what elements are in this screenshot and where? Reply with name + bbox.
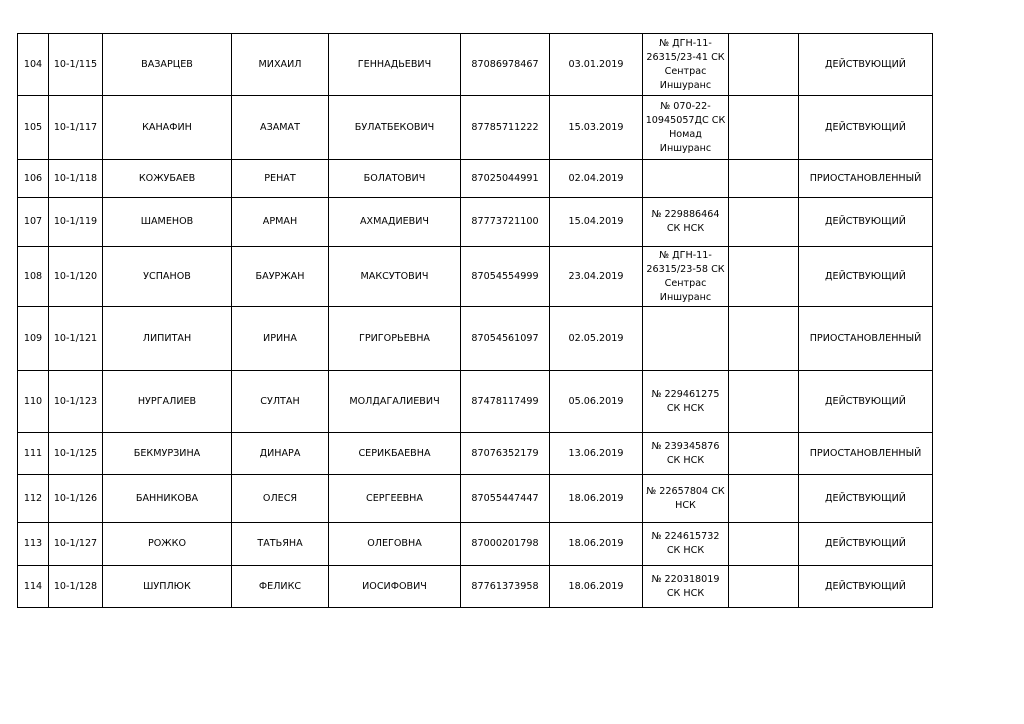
registration-date: 13.06.2019 <box>550 433 643 475</box>
row-number: 109 <box>18 307 49 371</box>
insurance-line: Номад <box>669 128 702 140</box>
insurance-contract <box>643 96 729 160</box>
first-name: МИХАИЛ <box>232 34 329 96</box>
status: ПРИОСТАНОВЛЕННЫЙ <box>799 160 933 198</box>
phone-number: 87055447447 <box>461 475 550 523</box>
row-number: 108 <box>18 247 49 307</box>
row-number: 106 <box>18 160 49 198</box>
table-row <box>18 307 933 371</box>
empty-cell <box>729 160 799 198</box>
insurance-line: СК НСК <box>666 587 705 599</box>
first-name: ТАТЬЯНА <box>232 523 329 566</box>
first-name: ОЛЕСЯ <box>232 475 329 523</box>
insurance-line: СК НСК <box>666 545 705 556</box>
registration-number: 10-1/115 <box>49 34 103 96</box>
insurance-line: № 224615732 <box>651 531 720 542</box>
insurance-contract <box>643 198 729 247</box>
middle-name: БОЛАТОВИЧ <box>329 160 461 198</box>
phone-number: 87076352179 <box>461 433 550 475</box>
table-row <box>18 96 933 160</box>
insurance-line: 26315/23-41 СК <box>646 51 725 63</box>
registry-table <box>17 33 933 608</box>
middle-name: МАКСУТОВИЧ <box>329 247 461 307</box>
insurance-line: № ДГН-11- <box>659 37 712 49</box>
status: ДЕЙСТВУЮЩИЙ <box>799 523 933 566</box>
row-number: 112 <box>18 475 49 523</box>
insurance-line: Сентрас <box>664 277 707 289</box>
insurance-contract <box>643 34 729 96</box>
middle-name: ИОСИФОВИЧ <box>329 566 461 608</box>
registration-number: 10-1/123 <box>49 371 103 433</box>
registration-date: 02.04.2019 <box>550 160 643 198</box>
phone-number: 87000201798 <box>461 523 550 566</box>
insurance-line: № 070-22- <box>660 100 711 112</box>
insurance-line: 26315/23-58 СК <box>646 263 725 275</box>
middle-name: СЕРГЕЕВНА <box>329 475 461 523</box>
empty-cell <box>729 433 799 475</box>
row-number: 104 <box>18 34 49 96</box>
table-row <box>18 247 933 307</box>
insurance-line: СК НСК <box>666 223 705 234</box>
phone-number: 87773721100 <box>461 198 550 247</box>
table-row <box>18 566 933 608</box>
last-name: БАННИКОВА <box>103 475 232 523</box>
middle-name: АХМАДИЕВИЧ <box>329 198 461 247</box>
row-number: 114 <box>18 566 49 608</box>
row-number: 105 <box>18 96 49 160</box>
first-name: БАУРЖАН <box>232 247 329 307</box>
first-name: ФЕЛИКС <box>232 566 329 608</box>
insurance-contract <box>643 566 729 608</box>
insurance-contract <box>643 307 729 371</box>
table-row <box>18 523 933 566</box>
status: ДЕЙСТВУЮЩИЙ <box>799 566 933 608</box>
table-row <box>18 198 933 247</box>
phone-number: 87086978467 <box>461 34 550 96</box>
insurance-line: 10945057ДС СК <box>645 114 726 126</box>
middle-name: СЕРИКБАЕВНА <box>329 433 461 475</box>
first-name: ДИНАРА <box>232 433 329 475</box>
insurance-line: № 22657804 СК <box>646 485 725 497</box>
empty-cell <box>729 96 799 160</box>
insurance-line: Иншуранс <box>659 79 712 91</box>
row-number: 110 <box>18 371 49 433</box>
middle-name: ГЕННАДЬЕВИЧ <box>329 34 461 96</box>
phone-number: 87761373958 <box>461 566 550 608</box>
registration-date: 18.06.2019 <box>550 475 643 523</box>
status: ДЕЙСТВУЮЩИЙ <box>799 198 933 247</box>
row-number: 107 <box>18 198 49 247</box>
insurance-line: СК НСК <box>666 402 705 414</box>
first-name: АРМАН <box>232 198 329 247</box>
registration-date: 05.06.2019 <box>550 371 643 433</box>
insurance-line: Сентрас <box>664 65 707 77</box>
table-row <box>18 160 933 198</box>
insurance-line: № ДГН-11- <box>659 249 712 261</box>
phone-number: 87054554999 <box>461 247 550 307</box>
last-name: НУРГАЛИЕВ <box>103 371 232 433</box>
status: ДЕЙСТВУЮЩИЙ <box>799 34 933 96</box>
registration-date: 23.04.2019 <box>550 247 643 307</box>
last-name: РОЖКО <box>103 523 232 566</box>
registration-date: 18.06.2019 <box>550 523 643 566</box>
table-row <box>18 34 933 96</box>
empty-cell <box>729 247 799 307</box>
insurance-contract <box>643 247 729 307</box>
registration-number: 10-1/117 <box>49 96 103 160</box>
status: ПРИОСТАНОВЛЕННЫЙ <box>799 433 933 475</box>
row-number: 113 <box>18 523 49 566</box>
middle-name: МОЛДАГАЛИЕВИЧ <box>329 371 461 433</box>
table-row <box>18 433 933 475</box>
first-name: АЗАМАТ <box>232 96 329 160</box>
insurance-contract <box>643 371 729 433</box>
empty-cell <box>729 34 799 96</box>
row-number: 111 <box>18 433 49 475</box>
registration-date: 02.05.2019 <box>550 307 643 371</box>
empty-cell <box>729 475 799 523</box>
registration-date: 15.03.2019 <box>550 96 643 160</box>
status: ДЕЙСТВУЮЩИЙ <box>799 96 933 160</box>
registration-number: 10-1/126 <box>49 475 103 523</box>
registration-date: 15.04.2019 <box>550 198 643 247</box>
table-row <box>18 475 933 523</box>
registration-number: 10-1/118 <box>49 160 103 198</box>
registration-number: 10-1/128 <box>49 566 103 608</box>
last-name: ШАМЕНОВ <box>103 198 232 247</box>
empty-cell <box>729 307 799 371</box>
insurance-line: Иншуранс <box>659 142 712 154</box>
insurance-contract <box>643 433 729 475</box>
last-name: ШУПЛЮК <box>103 566 232 608</box>
insurance-line: СК НСК <box>666 454 705 466</box>
status: ДЕЙСТВУЮЩИЙ <box>799 371 933 433</box>
first-name: СУЛТАН <box>232 371 329 433</box>
insurance-line: № 239345876 <box>651 440 720 452</box>
status: ДЕЙСТВУЮЩИЙ <box>799 247 933 307</box>
insurance-line: № 229461275 <box>651 388 720 400</box>
middle-name: ОЛЕГОВНА <box>329 523 461 566</box>
status: ДЕЙСТВУЮЩИЙ <box>799 475 933 523</box>
registration-number: 10-1/119 <box>49 198 103 247</box>
insurance-line: Иншуранс <box>659 291 712 303</box>
insurance-contract <box>643 160 729 198</box>
last-name: КАНАФИН <box>103 96 232 160</box>
last-name: УСПАНОВ <box>103 247 232 307</box>
empty-cell <box>729 371 799 433</box>
registration-number: 10-1/125 <box>49 433 103 475</box>
registration-number: 10-1/120 <box>49 247 103 307</box>
registration-number: 10-1/127 <box>49 523 103 566</box>
middle-name: ГРИГОРЬЕВНА <box>329 307 461 371</box>
insurance-contract <box>643 523 729 566</box>
empty-cell <box>729 523 799 566</box>
last-name: ВАЗАРЦЕВ <box>103 34 232 96</box>
registration-date: 03.01.2019 <box>550 34 643 96</box>
phone-number: 87478117499 <box>461 371 550 433</box>
insurance-line: НСК <box>675 499 696 511</box>
first-name: ИРИНА <box>232 307 329 371</box>
phone-number: 87785711222 <box>461 96 550 160</box>
insurance-line: № 220318019 <box>651 573 720 585</box>
status: ПРИОСТАНОВЛЕННЫЙ <box>799 307 933 371</box>
last-name: ЛИПИТАН <box>103 307 232 371</box>
phone-number: 87025044991 <box>461 160 550 198</box>
first-name: РЕНАТ <box>232 160 329 198</box>
registration-number: 10-1/121 <box>49 307 103 371</box>
insurance-contract <box>643 475 729 523</box>
middle-name: БУЛАТБЕКОВИЧ <box>329 96 461 160</box>
last-name: КОЖУБАЕВ <box>103 160 232 198</box>
phone-number: 87054561097 <box>461 307 550 371</box>
insurance-line: № 229886464 <box>651 209 720 220</box>
empty-cell <box>729 198 799 247</box>
table-row <box>18 371 933 433</box>
last-name: БЕКМУРЗИНА <box>103 433 232 475</box>
registration-date: 18.06.2019 <box>550 566 643 608</box>
empty-cell <box>729 566 799 608</box>
